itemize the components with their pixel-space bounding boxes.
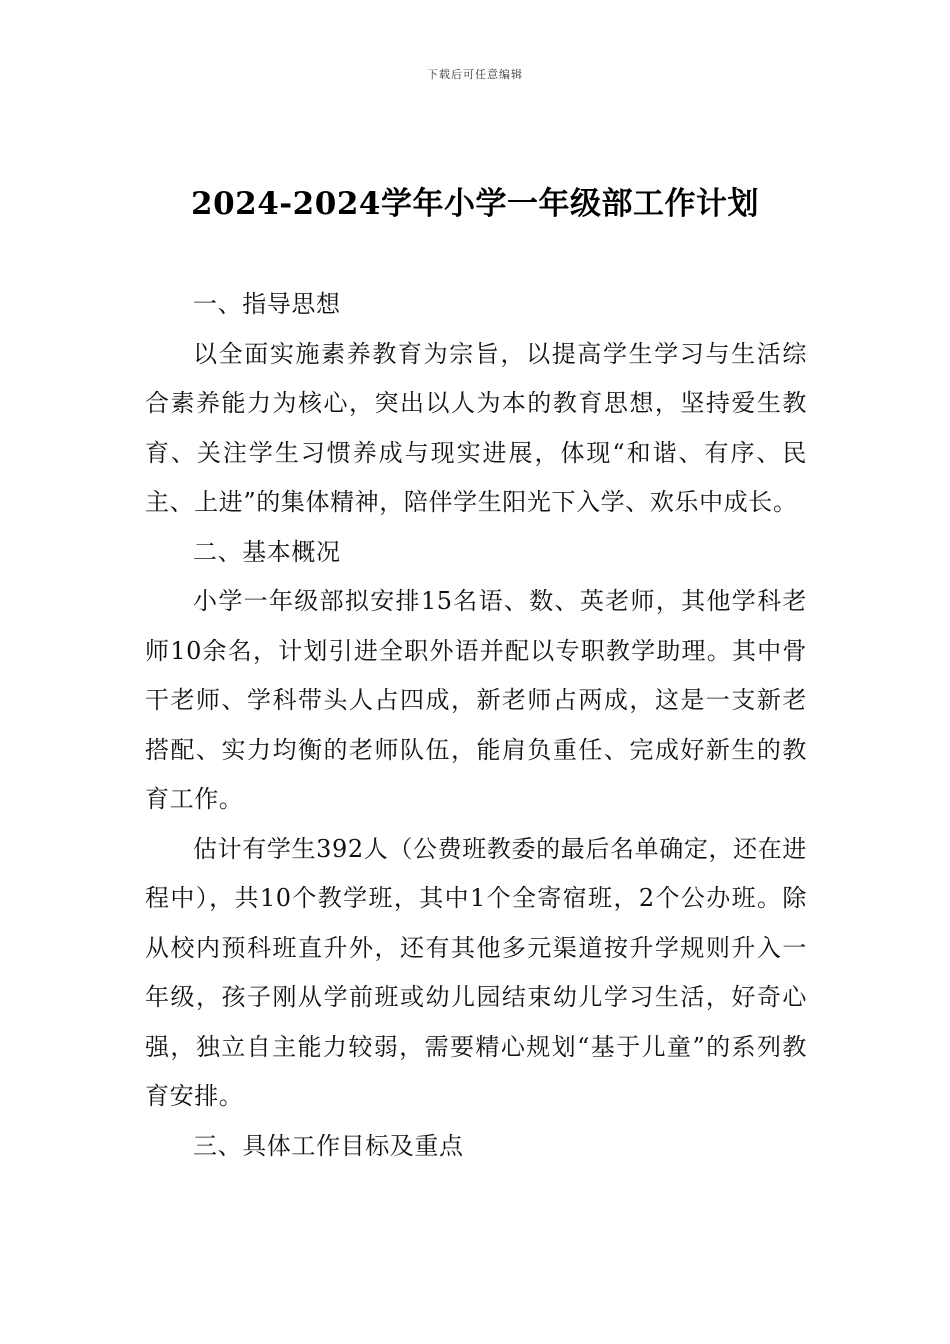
document-body bbox=[145, 280, 807, 1171]
section-heading-goals: 三、具体工作目标及重点 bbox=[193, 1131, 464, 1160]
paragraph-guiding-ideology: 以全面实施素养教育为宗旨，以提高学生学习与生活综合素养能力为核心，突出以人为本的教育思想，坚持爱生教育、关注学生习惯养成与现实进展，体现“和谐、有序、民主、上进”的集体精神，陪伴学生阳光下入学、欢乐中成长。 bbox=[145, 339, 807, 516]
paragraph-students: 估计有学生392人（公费班教委的最后名单确定，还在进程中），共10个教学班，其中1个全寄宿班，2个公办班。除从校内预科班直升外，还有其他多元渠道按升学规则升入一年级，孩子刚从学前班或幼儿园结束幼儿学习生活，好奇心强，独立自主能力较弱，需要精心规划“基于儿童”的系列教育安排。 bbox=[145, 834, 807, 1110]
section-heading-guiding-ideology: 一、指导思想 bbox=[193, 290, 341, 318]
document-title: 2024-2024学年小学一年级部工作计划 bbox=[191, 186, 759, 222]
paragraph-teachers: 小学一年级部拟安排15名语、数、英老师，其他学科老师10余名，计划引进全职外语并配以专职教学助理。其中骨干老师、学科带头人占四成，新老师占两成，这是一支新老搭配、实力均衡的老师队伍，能肩负重任、完成好新生的教育工作。 bbox=[145, 587, 807, 813]
header-note: 下载后可任意编辑 bbox=[427, 68, 523, 81]
section-heading-basic-overview: 二、基本概况 bbox=[193, 537, 341, 566]
